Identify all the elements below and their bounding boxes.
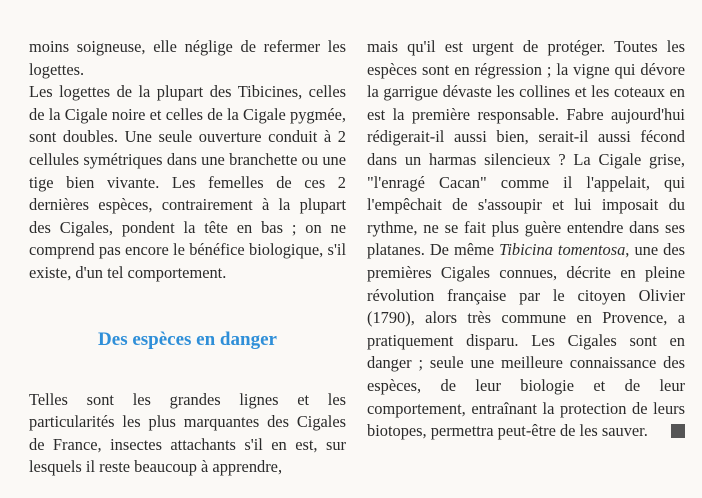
end-of-article-square-icon	[671, 424, 685, 438]
right-column	[367, 36, 685, 443]
section-heading: Des espèces en danger	[98, 328, 277, 350]
left-paragraph-3: Telles sont les grandes lignes et les particularités les plus marquantes des Cigales de France, insectes attachants s'il en est, sur lesquels il reste beaucoup à apprendre,	[29, 389, 346, 477]
right-paragraph-1	[367, 36, 685, 443]
right-text-after-species: , une des premières Cigales connues, décrite en pleine révolution française par le citoyen Olivier (1790), alors très commune en Provence, a pratiquement disparu. Les Cigales sont en danger ; seule une meilleure connaissance des espèces, de leur biologie et de leur comportement, entraînant la protection de leurs biotopes, permettra peut-être de les sauver.	[367, 240, 686, 441]
right-text-before-species: mais qu'il est urgent de protéger. Toutes les espèces sont en régression ; la vigne qui dévore la garrigue dévaste les collines et les coteaux en est la première responsable. Fabre aujourd'hui rédigerait-il aussi bien, serait-il aussi fécond dans un harmas silencieux ? La Cigale grise, "l'enragé Cacan" comme il l'appelait, qui l'empêchait de s'assoupir et lui imposait du rythme, ne se fait plus guère entendre dans ses platanes. De même	[367, 37, 685, 260]
left-column	[29, 36, 346, 479]
left-paragraph-1: moins soigneuse, elle néglige de refermer les logettes.	[29, 37, 346, 79]
species-name: Tibicina tomentosa	[499, 240, 626, 260]
left-paragraph-2: Les logettes de la plupart des Tibicines, celles de la Cigale noire et celles de la Cigale pygmée, sont doubles. Une seule ouverture conduit à 2 cellules symétriques dans une branchette ou une tige bien vivante. Les femelles de ces 2 dernières espèces, contrairement à la plupart des Cigales, pondent la tête en bas ; on ne comprend pas encore le bénéfice biologique, s'il existe, d'un tel comportement.	[29, 82, 346, 282]
